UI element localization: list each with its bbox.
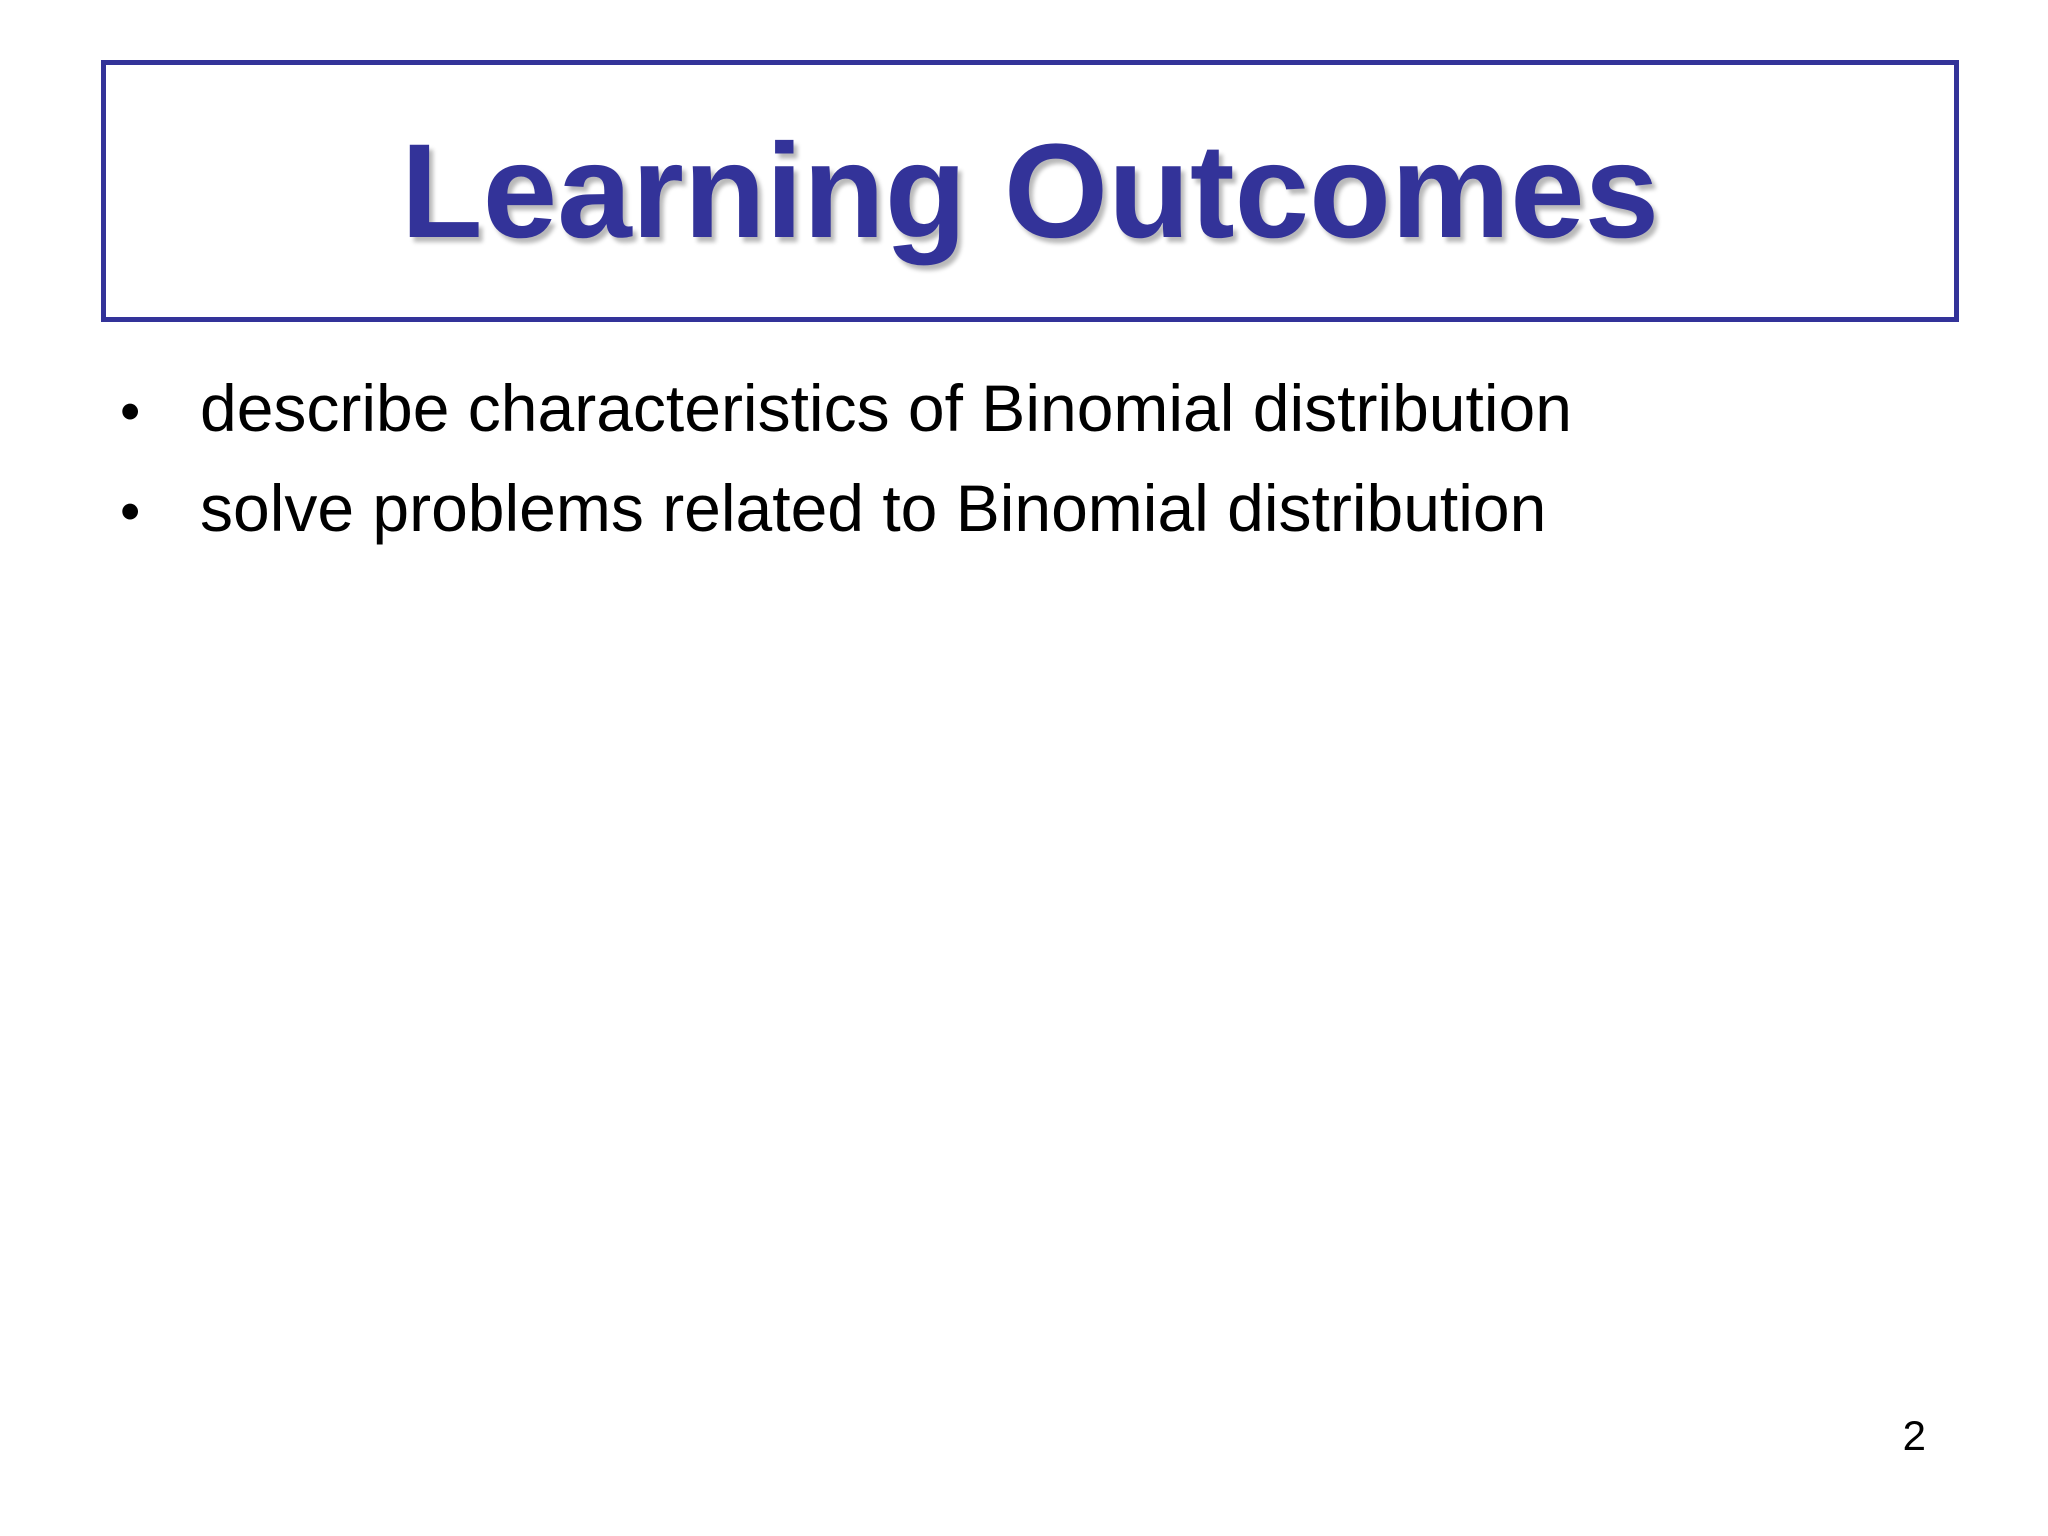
bullet-item bbox=[120, 470, 1920, 570]
bullet-item bbox=[120, 370, 1920, 470]
page-number: 2 bbox=[1902, 1412, 1926, 1459]
bullet-icon: • bbox=[120, 379, 141, 444]
title-box bbox=[101, 60, 1959, 322]
slide-title: Learning Outcomes bbox=[400, 116, 1660, 266]
bullet-text: solve problems related to Binomial distribution bbox=[200, 471, 1547, 545]
bullet-list bbox=[120, 370, 1920, 570]
bullet-icon: • bbox=[120, 479, 141, 544]
bullet-text: describe characteristics of Binomial distribution bbox=[200, 371, 1572, 445]
